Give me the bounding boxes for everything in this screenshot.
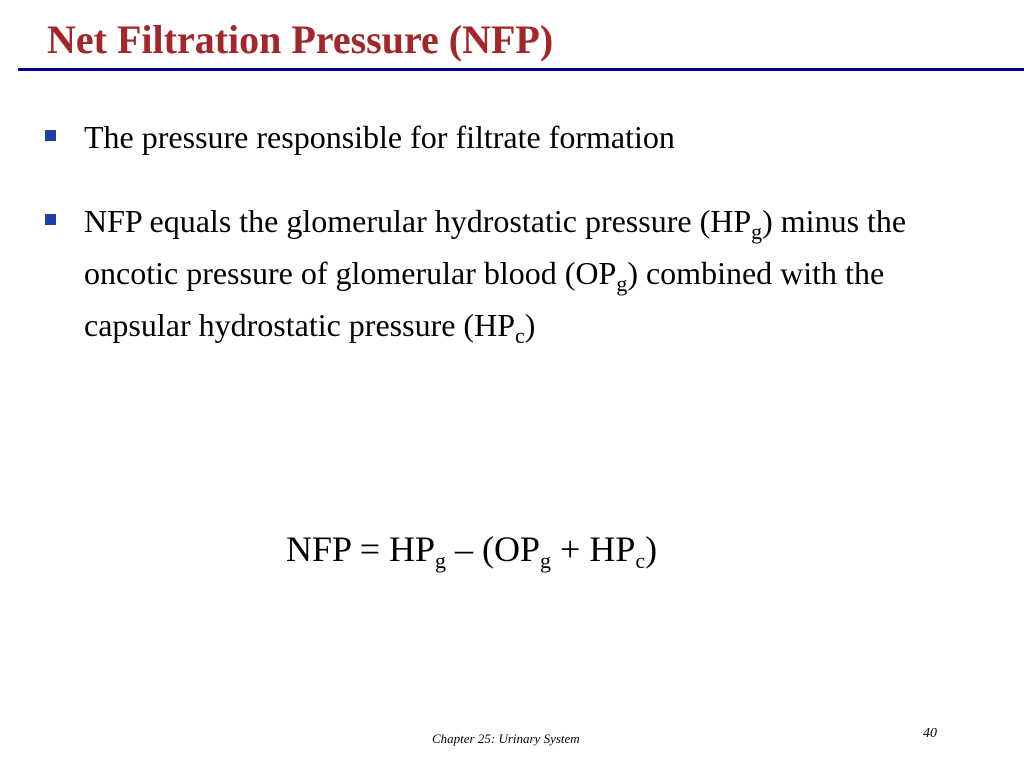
square-bullet-icon (45, 130, 56, 141)
nfp-formula (286, 523, 657, 575)
bullet-text-part: ) combined with the capsular hydrostatic pressure (HP (84, 255, 885, 343)
formula-subscript-c: c (635, 548, 646, 573)
subscript-g: g (616, 271, 628, 296)
formula-subscript-g: g (435, 548, 447, 573)
bullet-item-1 (45, 111, 995, 163)
slide-title: Net Filtration Pressure (NFP) (47, 17, 554, 62)
bullet-text-part: ) minus the oncotic pressure of glomerular blood (OP (84, 203, 907, 291)
footer-chapter: Chapter 25: Urinary System (432, 731, 580, 746)
bullet-text-part: NFP equals the glomerular hydrostatic pressure (HP (84, 203, 752, 239)
formula-subscript-g: g (540, 548, 552, 573)
square-bullet-icon (45, 214, 56, 225)
bullet-item-2 (45, 195, 995, 410)
formula-close: ) (645, 529, 658, 569)
formula-minus: – (OP (446, 529, 541, 569)
page-number: 40 (923, 726, 937, 741)
formula-hp: HP (589, 529, 636, 569)
bullet-text (84, 195, 989, 351)
title-underline (18, 68, 1024, 71)
formula-lhs: NFP = HP (286, 529, 436, 569)
subscript-c: c (514, 323, 525, 348)
bullet-text-part: ) (524, 307, 536, 343)
bullet-text: The pressure responsible for filtrate formation (84, 119, 675, 155)
subscript-g: g (751, 219, 763, 244)
formula-plus: + (551, 529, 590, 569)
